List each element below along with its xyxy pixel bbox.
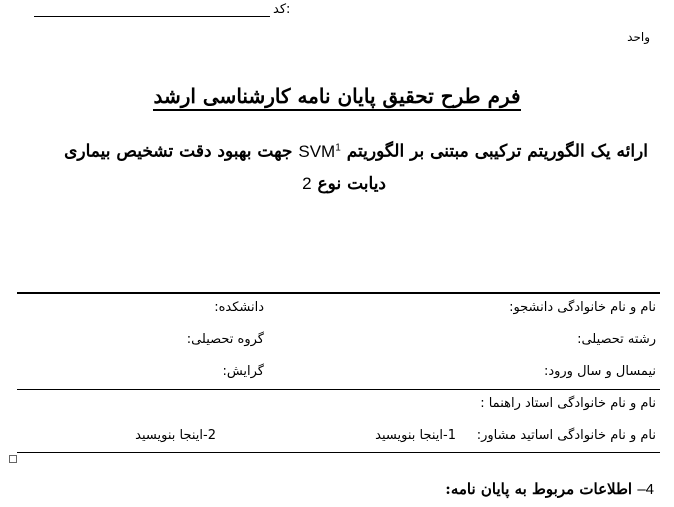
thesis-title	[20, 132, 648, 200]
thesis-title-line1	[20, 132, 648, 168]
code-label: کد:	[273, 2, 291, 17]
code-underline	[34, 16, 270, 17]
supervisor-label: نام و نام خانوادگی استاد راهنما :	[480, 396, 656, 411]
thesis-title-line2-text: دیابت نوع	[317, 173, 386, 194]
advisors-label: نام و نام خانوادگی اساتید مشاور:	[476, 428, 656, 443]
semester-entry-label: نیمسال و سال ورود:	[543, 364, 656, 379]
thesis-title-part1: ارائه یک الگوریتم ترکیبی مبتنی بر الگوریتم	[346, 141, 648, 162]
thesis-title-line2	[20, 168, 386, 200]
table-anchor-handle[interactable]	[9, 455, 17, 463]
section-4-heading	[445, 480, 654, 498]
form-title-text: فرم طرح تحقیق پایان نامه کارشناسی ارشد	[153, 84, 520, 111]
footnote-marker: 1	[335, 142, 341, 153]
student-name-label: نام و نام خانوادگی دانشجو:	[509, 300, 656, 315]
table-middle-rule	[17, 389, 660, 390]
department-label: گروه تحصیلی:	[186, 332, 264, 347]
section-4-number: 4	[645, 481, 654, 498]
faculty-label: دانشکده:	[214, 300, 264, 315]
thesis-title-part2: جهت بهبود دقت تشخیص بیماری	[64, 141, 293, 162]
major-label: گرایش:	[222, 364, 264, 379]
section-4-title: اطلاعات مربوط به پایان نامه:	[445, 480, 633, 498]
unit-label: واحد	[627, 30, 650, 44]
form-title	[0, 84, 674, 108]
thesis-title-svm: SVM	[298, 141, 336, 161]
thesis-title-latin	[298, 142, 340, 161]
advisor-1-placeholder[interactable]: 1-اینجا بنویسید	[375, 428, 456, 443]
section-4-dash: –	[637, 481, 646, 498]
field-of-study-label: رشته تحصیلی:	[577, 332, 656, 347]
table-top-rule	[17, 292, 660, 294]
advisor-2-placeholder[interactable]: 2-اینجا بنویسید	[135, 428, 216, 443]
thesis-title-line2-num: 2	[302, 173, 312, 193]
table-bottom-rule	[17, 452, 660, 453]
